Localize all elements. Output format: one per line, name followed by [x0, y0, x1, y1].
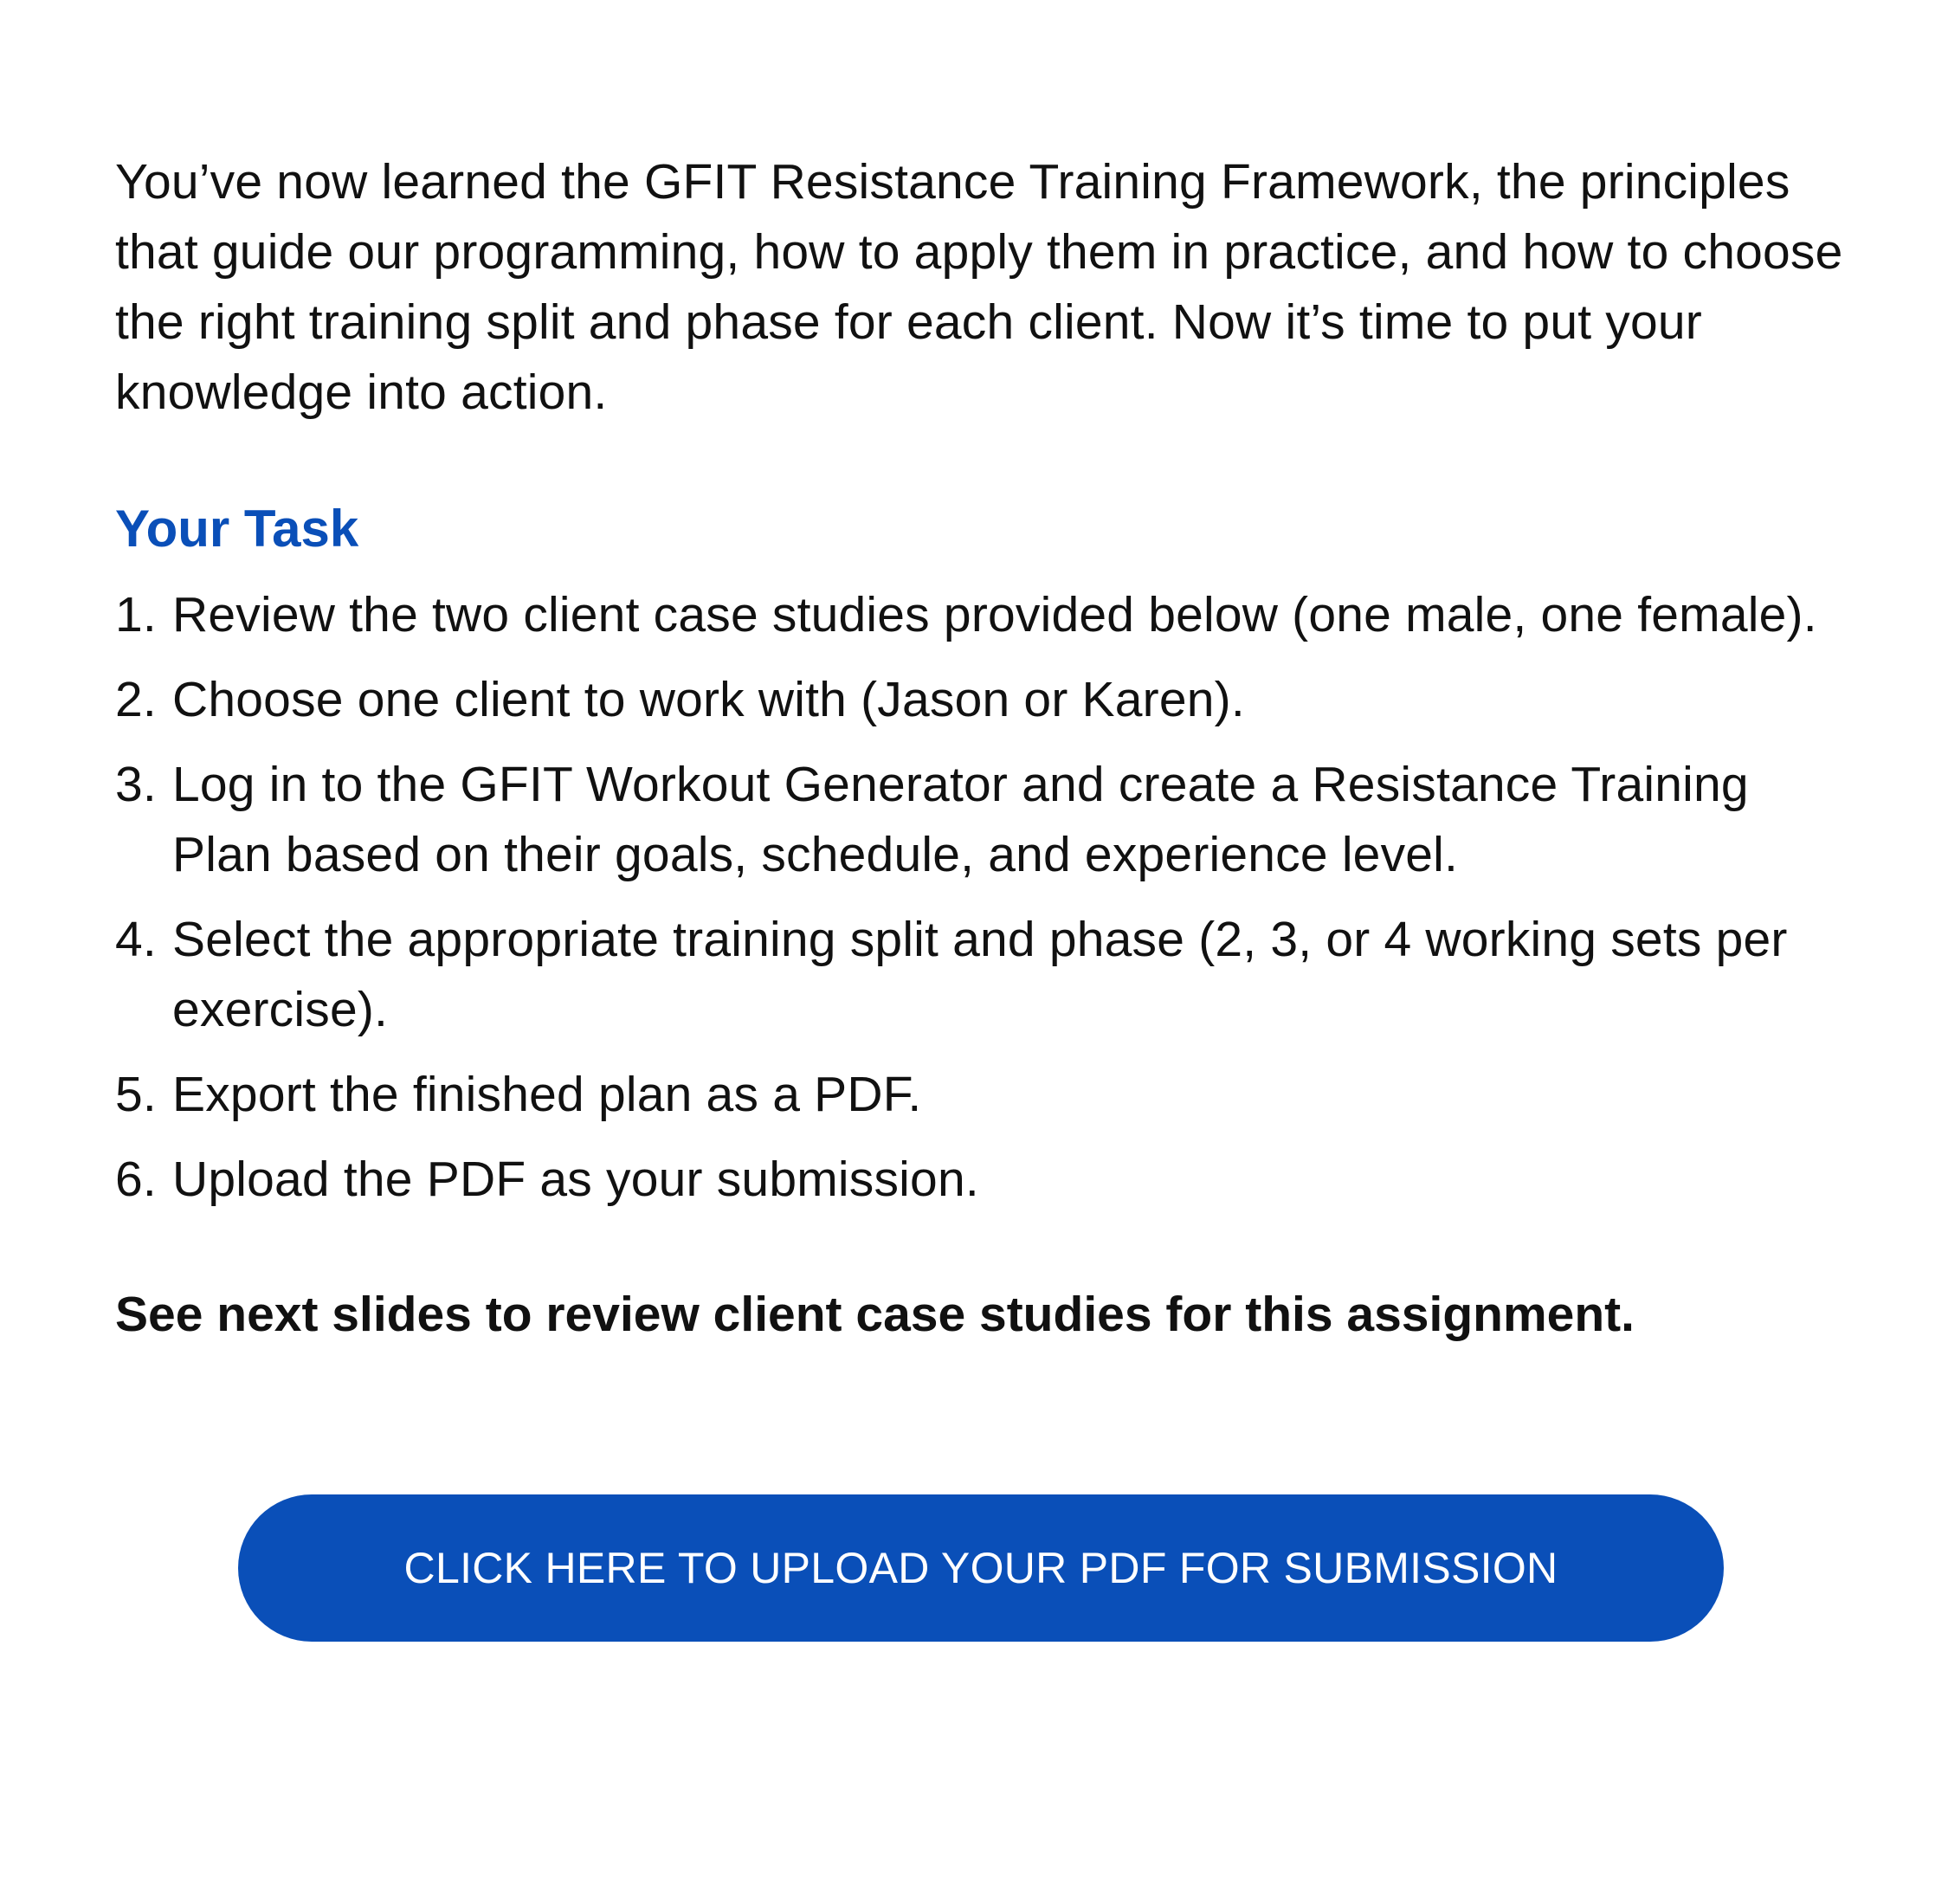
intro-paragraph: You’ve now learned the GFIT Resistance Training Framework, the principles that guide our programming, how to apply them in practice, and how to choose the right training split and phase for each client. Now it’s time to put your knowledge into action. [115, 154, 1843, 420]
task-text: Review the two client case studies provided below (one male, one female). [172, 587, 1817, 642]
task-number: 4. [115, 912, 157, 967]
task-number: 5. [115, 1067, 157, 1122]
assignment-content [115, 147, 1847, 1350]
task-item-3 [115, 750, 1847, 890]
task-item-1 [115, 580, 1847, 650]
task-number: 2. [115, 672, 157, 727]
task-list [115, 580, 1847, 1215]
task-text: Log in to the GFIT Workout Generator and create a Resistance Training Plan based on their goals, schedule, and experience level. [172, 757, 1749, 882]
task-number: 3. [115, 757, 157, 812]
task-item-2 [115, 665, 1847, 735]
upload-pdf-button[interactable]: CLICK HERE TO UPLOAD YOUR PDF FOR SUBMISSION [238, 1494, 1724, 1642]
task-item-4 [115, 905, 1847, 1045]
task-item-6 [115, 1145, 1847, 1215]
task-text: Select the appropriate training split and phase (2, 3, or 4 working sets per exercise). [172, 912, 1788, 1037]
task-number: 6. [115, 1152, 157, 1207]
task-text: Export the finished plan as a PDF. [172, 1067, 922, 1122]
task-number: 1. [115, 587, 157, 642]
task-text: Choose one client to work with (Jason or Karen). [172, 672, 1245, 727]
task-text: Upload the PDF as your submission. [172, 1152, 979, 1207]
next-slides-note: See next slides to review client case studies for this assignment. [115, 1287, 1635, 1342]
task-heading: Your Task [115, 500, 359, 558]
task-item-5 [115, 1060, 1847, 1130]
